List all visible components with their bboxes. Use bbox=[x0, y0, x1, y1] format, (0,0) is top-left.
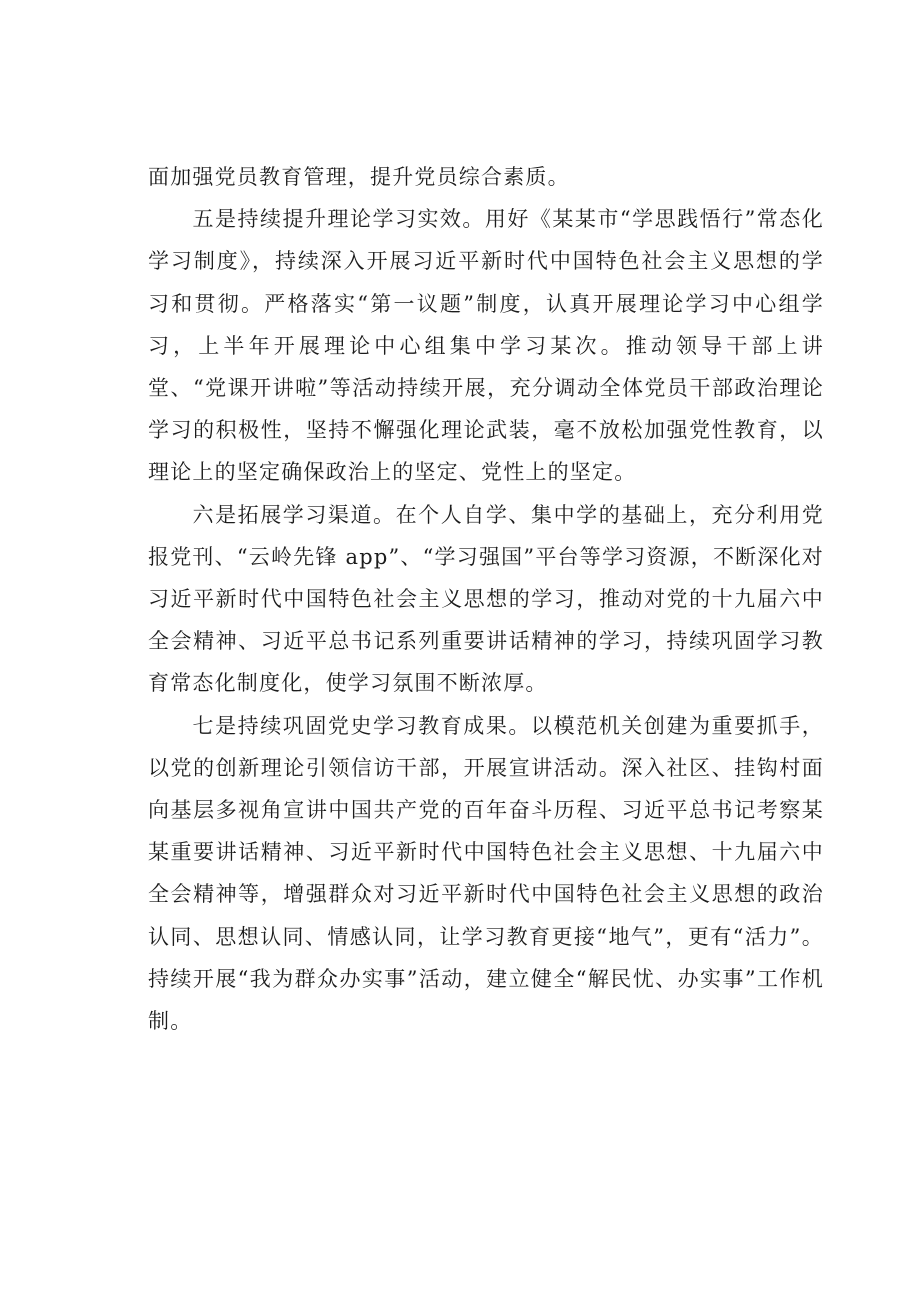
paragraph-theory-study: 五是持续提升理论学习实效。用好《某某市“学思践悟行”常态化学习制度》，持续深入开展习近平新时代中国特色社会主义思想的学习和贯彻。严格落实“第一议题”制度，认真开展理论学习中心组学习，上半年开展理论中心组集中学习某次。推动领导干部上讲堂、“党课开讲啦”等活动持续开展，充分调动全体党员干部政治理论学习的积极性，坚持不懈强化理论武装，毫不放松加强党性教育，以理论上的坚定确保政治上的坚定、党性上的坚定。 bbox=[148, 207, 824, 485]
paragraph-continuation: 面加强党员教育管理，提升党员综合素质。 bbox=[148, 165, 570, 189]
paragraph-learning-channels: 六是拓展学习渠道。在个人自学、集中学的基础上，充分利用党报党刊、“云岭先锋 app”、“学习强国”平台等学习资源，不断深化对习近平新时代中国特色社会主义思想的学习，推动对党的十九届六中全会精神、习近平总书记系列重要讲话精神的学习，持续巩固学习教育常态化制度化，使学习氛围不断浓厚。 bbox=[148, 502, 824, 696]
document-body bbox=[148, 156, 824, 1042]
paragraph-party-history: 七是持续巩固党史学习教育成果。以模范机关创建为重要抓手，以党的创新理论引领信访干部，开展宣讲活动。深入社区、挂钩村面向基层多视角宣讲中国共产党的百年奋斗历程、习近平总书记考察某某重要讲话精神、习近平新时代中国特色社会主义思想、十九届六中全会精神等，增强群众对习近平新时代中国特色社会主义思想的政治认同、思想认同、情感认同，让学习教育更接“地气”，更有“活力”。持续开展“我为群众办实事”活动，建立健全“解民忧、办实事”工作机制。 bbox=[148, 713, 824, 1034]
